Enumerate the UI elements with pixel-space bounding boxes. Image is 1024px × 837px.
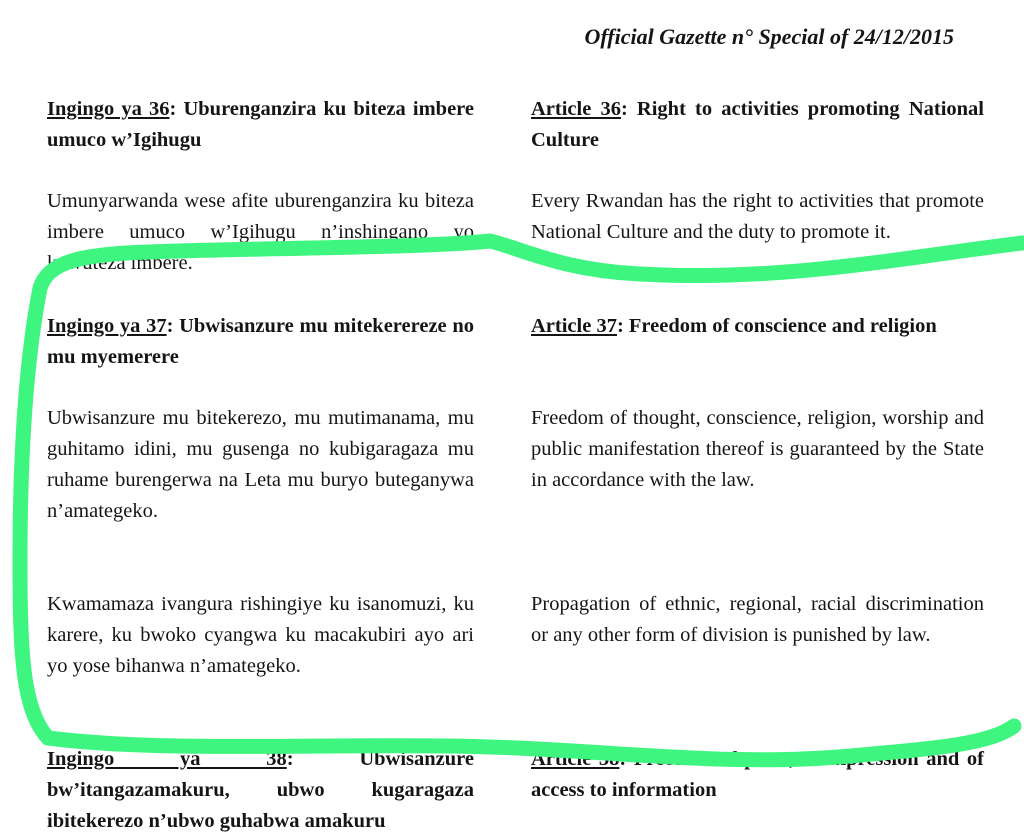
article-37-paragraph-2-rw: Kwamamaza ivangura rishingiye ku isanomuzi, ku karere, ku bwoko cyangwa ku macakubiri ayo ari yo yose bihanwa n’amategeko. [47, 593, 474, 677]
article-38-heading-rw [47, 744, 474, 837]
article-title: : Right to activities promoting National Culture [531, 98, 984, 151]
article-title: : Uburenganzira ku biteza imbere umuco w’Igihugu [47, 98, 475, 151]
article-37-heading-rw [47, 311, 474, 373]
article-37-paragraph-2-en: Propagation of ethnic, regional, racial discrimination or any other form of division is punished by law. [531, 593, 984, 646]
article-38-heading-en [531, 744, 984, 806]
article-37-paragraph-1-en: Freedom of thought, conscience, religion, worship and public manifestation thereof is guaranteed by the State in accordance with the law. [531, 407, 984, 491]
article-36-text-rw: Umunyarwanda wese afite uburenganzira ku biteza imbere umuco w’Igihugu n’inshingano yo kuwuteza imbere. [47, 190, 474, 274]
article-title: : Freedom of press, of expression and of access to information [531, 748, 984, 801]
article-title: : Freedom of conscience and religion [616, 315, 937, 337]
article-36-heading-en [531, 94, 984, 156]
article-number: Article 36 [531, 98, 621, 120]
article-37-paragraph-1-rw: Ubwisanzure mu bitekerezo, mu mutimanama, mu guhitamo idini, mu gusenga no kubigaragaza mu ruhame burengerwa na Leta mu buryo buteganywa n’amategeko. [47, 407, 474, 522]
article-36-heading-rw [47, 94, 474, 156]
article-37-heading-en [531, 311, 984, 342]
article-title: : Ubwisanzure mu mitekerereze no mu myemerere [47, 315, 474, 368]
gazette-header: Official Gazette n° Special of 24/12/2015 [584, 24, 954, 49]
article-36-text-en: Every Rwandan has the right to activities that promote National Culture and the duty to promote it. [531, 190, 984, 243]
article-title: : Ubwisanzure bw’itangazamakuru, ubwo kugaragaza ibitekerezo n’ubwo guhabwa amakuru [47, 748, 474, 832]
article-number: Article 38 [531, 748, 620, 770]
article-number: Ingingo ya 37 [47, 315, 167, 337]
article-number: Ingingo ya 36 [47, 98, 170, 120]
article-number: Article 37 [531, 315, 617, 337]
article-number: Ingingo ya 38 [47, 748, 287, 770]
